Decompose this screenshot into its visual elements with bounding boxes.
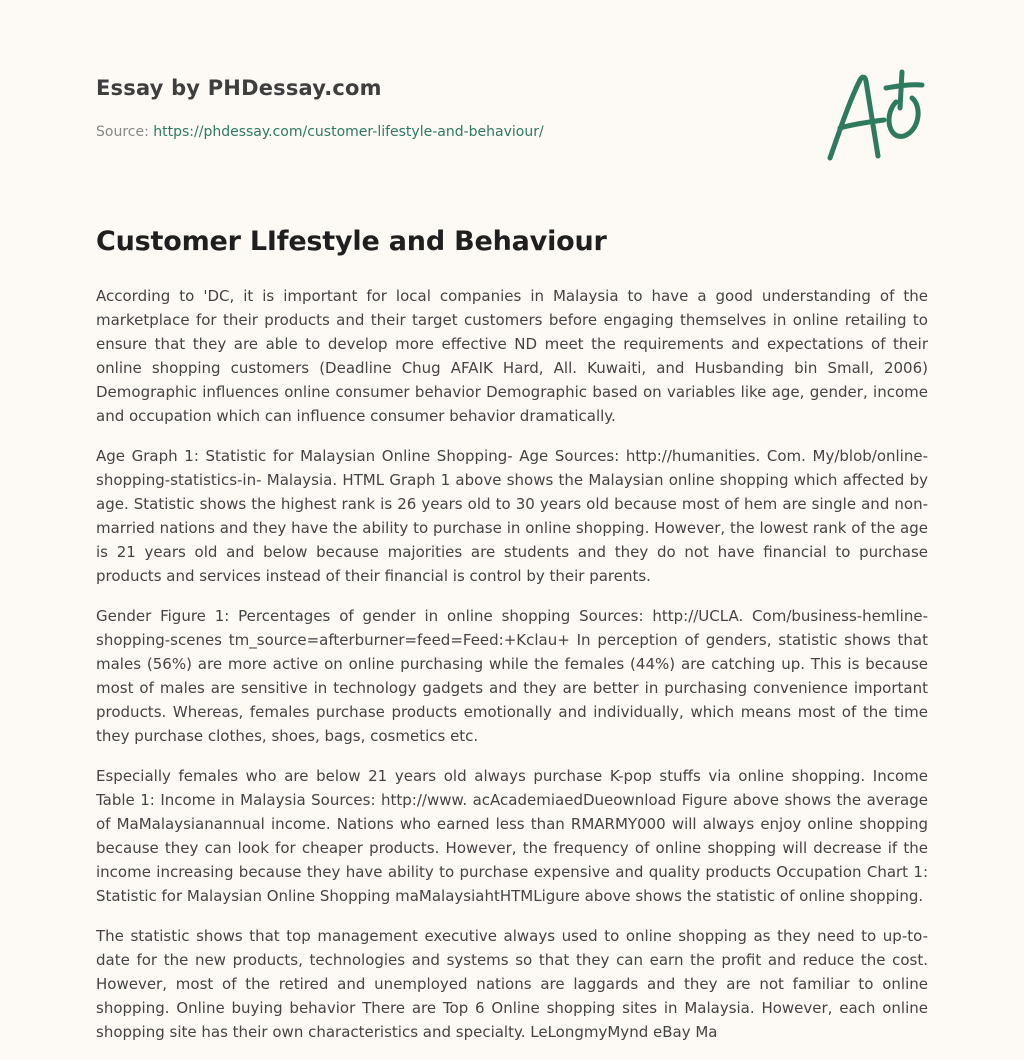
paragraph: The statistic shows that top management executive always used to online shopping as they need to up-to-date for the new products, technologies and systems so that they can earn the profit and reduce the cost. However, most of the retired and unemployed nations are laggards and they are not familiar to online shopping. Online buying behavior There are Top 6 Online shopping sites in Malaysia. However, each online shopping site has their own characteristics and specialty. LeLongmyMynd eBay Ma [96,927,928,1041]
source-link[interactable]: https://phdessay.com/customer-lifestyle-and-behaviour/ [153,124,544,140]
paragraph: Age Graph 1: Statistic for Malaysian Online Shopping- Age Sources: http://humanities. Com. My/blob/online-shopping-statistics-in- Malaysia. HTML Graph 1 above shows the Malaysian online shopping which affected by age. Statistic shows the highest rank is 26 years old to 30 years old because most of hem are single and non-married nations and they have the ability to purchase in online shopping. However, the lowest rank of the age is 21 years old and below because majorities are students and they do not have financial to purchase products and services instead of their financial is control by their parents. [96,447,928,585]
source-line [96,124,544,140]
document-title: Customer LIfestyle and Behaviour [96,226,607,257]
paragraph: According to 'DC, it is important for local companies in Malaysia to have a good understanding of the marketplace for their products and their target customers before engaging themselves in online retailing to ensure that they are able to develop more effective ND meet the requirements and expectations of their online shopping customers (Deadline Chug AFAIK Hard, All. Kuwaiti, and Husbanding bin Small, 2006) Demographic influences online consumer behavior Demographic based on variables like age, gender, income and occupation which can influence consumer behavior dramatically. [96,287,928,425]
paragraph: Gender Figure 1: Percentages of gender in online shopping Sources: http://UCLA. Com/business-hemline-shopping-scenes tm_source=afterburner=feed=Feed:+Kclau+ In perception of genders, statistic shows that males (56%) are more active on online purchasing while the females (44%) are catching up. This is because most of males are sensitive in technology gadgets and they are better in purchasing convenience important products. Whereas, females purchase products emotionally and individually, which means most of the time they purchase clothes, shoes, bags, cosmetics etc. [96,607,928,745]
paragraph: Especially females who are below 21 years old always purchase K-pop stuffs via online shopping. Income Table 1: Income in Malaysia Sources: http://www. acAcademiaedDueownload Figure above shows the average of MaMalaysianannual income. Nations who earned less than RMARMY000 will always enjoy online shopping because they can look for cheaper products. However, the frequency of online shopping will decrease if the income increasing because they have ability to purchase expensive and quality products Occupation Chart 1: Statistic for Malaysian Online Shopping maMalaysiahtHTMLigure above shows the statistic of online shopping. [96,767,928,905]
a-plus-logo-icon [818,66,930,166]
source-label: Source: [96,124,154,140]
site-title: Essay by PHDessay.com [96,76,382,100]
document-body [96,284,928,1060]
